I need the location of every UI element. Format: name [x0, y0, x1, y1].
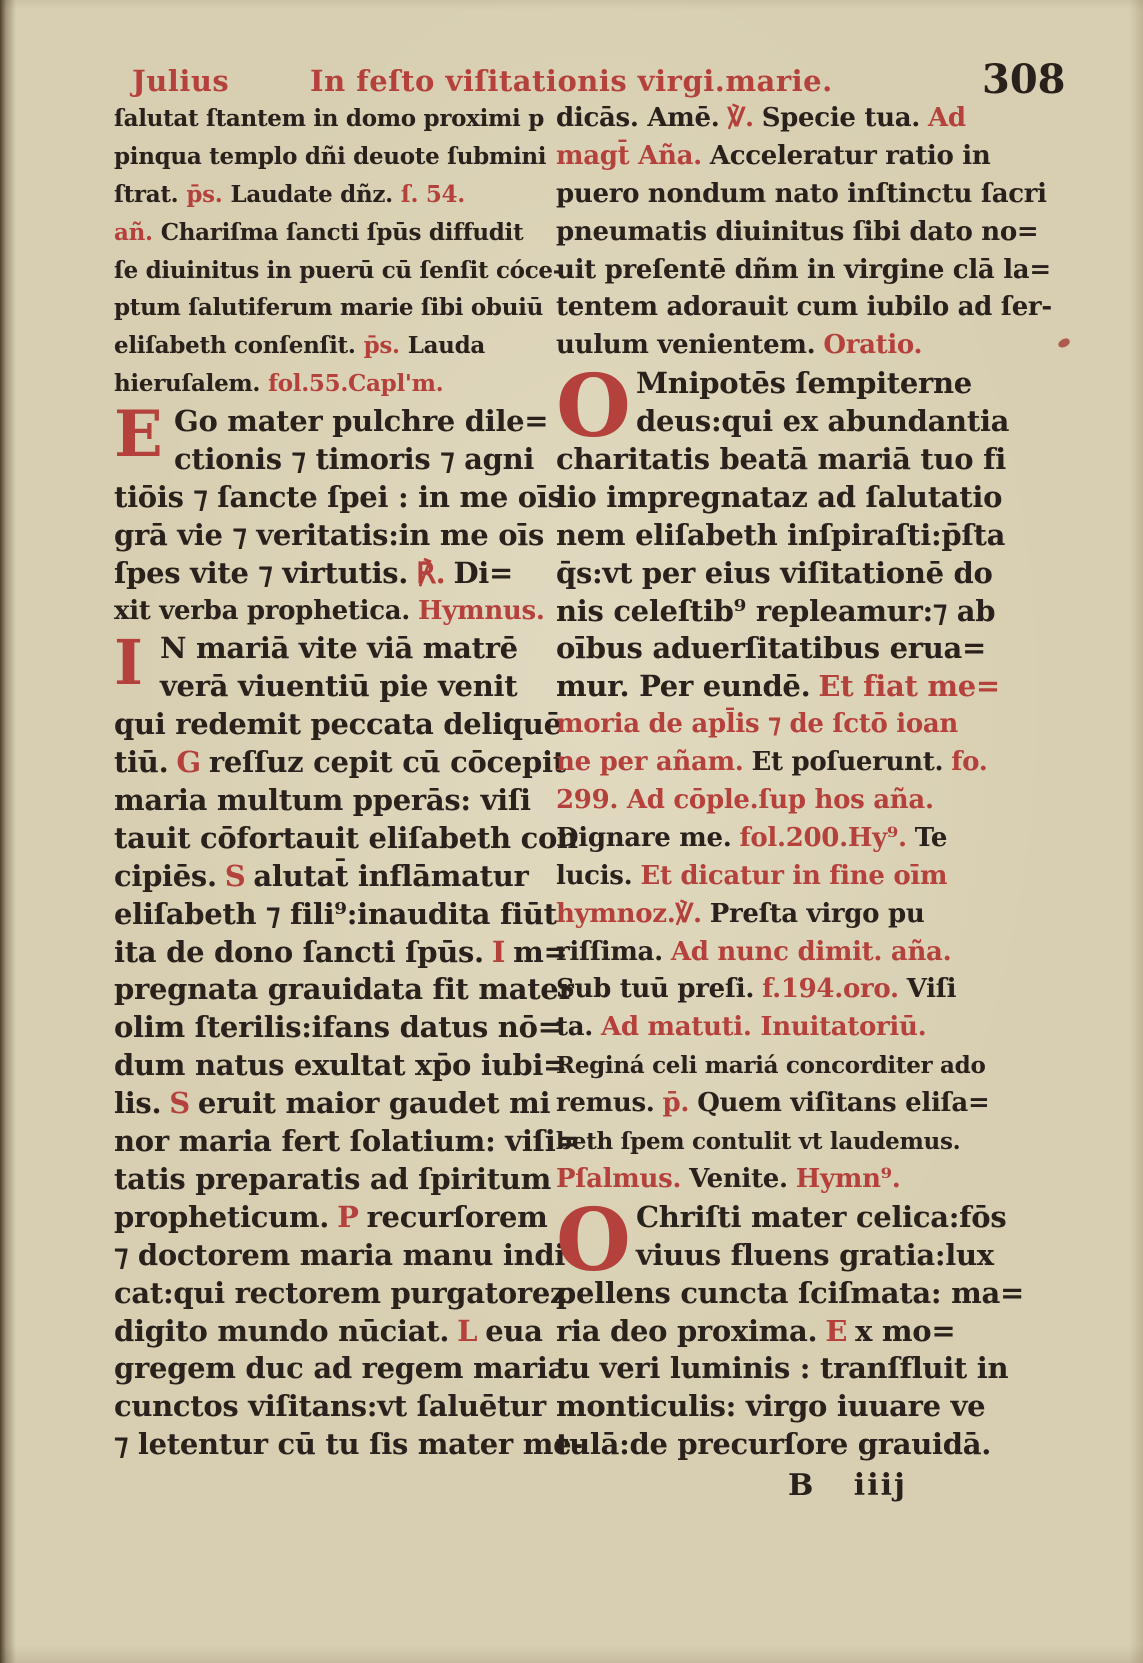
text-segment: Te	[914, 822, 948, 853]
text-segment: tauit cōfortauit eliſabeth con	[114, 820, 578, 855]
text-segment: tentem adorauit cum iubilo ad ſer-	[556, 292, 1052, 323]
text-line	[556, 706, 1031, 744]
text-segment: ſpes vite ⁊ virtutis.	[114, 555, 409, 590]
drop-cap-initial: O	[556, 1189, 631, 1291]
rubricated-text-segment: ℟.	[416, 555, 446, 590]
text-line	[114, 1313, 552, 1351]
drop-cap-initial: O	[556, 356, 631, 458]
text-line	[556, 214, 1039, 252]
text-line	[114, 820, 578, 858]
text-segment: q̄s:vt per eius viſitationē do	[556, 555, 993, 590]
text-segment: cipiēs.	[114, 858, 217, 893]
text-segment: Et poſuerunt.	[751, 747, 944, 778]
text-line	[556, 820, 1031, 858]
text-segment: Specie tua.	[761, 103, 921, 133]
text-line	[114, 593, 552, 631]
text-segment: lio impregnataz ad ſalutatio	[556, 479, 1003, 514]
text-line	[556, 744, 1031, 782]
text-line	[114, 744, 566, 782]
text-line	[114, 706, 562, 744]
text-segment: nor maria fert ſolatium: viſi=	[114, 1124, 580, 1159]
text-line	[556, 1047, 1031, 1085]
rubricated-text-segment: P	[337, 1199, 359, 1234]
text-segment: tiū.	[114, 745, 169, 780]
text-segment: Reginá celi mariá concorditer ado	[556, 1052, 986, 1080]
text-segment: eruit maior gaudet mi	[197, 1086, 551, 1121]
text-column-left	[114, 100, 583, 1464]
text-segment: ⁊ doctorem maria manu indi	[114, 1237, 566, 1272]
rubricated-text-segment: Ad matuti. Inuitatoriū.	[601, 1012, 927, 1043]
text-segment: charitatis beatā mariā tuo fi	[556, 442, 1007, 477]
text-line	[556, 934, 1031, 972]
text-line	[556, 176, 1047, 214]
text-segment: Chriſti mater celica:fōs	[636, 1199, 1007, 1234]
rubricated-text-segment: moria de apl̄is ⁊ de ſctō ioan	[556, 709, 959, 740]
text-line	[556, 100, 1031, 138]
text-segment: olim ſterilis:ifans datus nō=	[114, 1010, 562, 1045]
text-segment: Quem viſitans eliſa=	[697, 1088, 990, 1119]
text-segment: uulum venientem.	[556, 330, 816, 361]
text-line	[114, 1275, 567, 1313]
text-line	[114, 782, 552, 820]
text-line	[114, 1123, 580, 1161]
rubricated-text-segment: Hymn⁹.	[795, 1163, 901, 1194]
text-line	[556, 555, 1031, 593]
rubricated-text-segment: Ad	[928, 103, 966, 133]
text-segment: deus:qui ex abundantia	[636, 404, 1010, 439]
text-line	[114, 289, 552, 327]
text-segment: Preſta virgo pu	[709, 898, 925, 929]
text-segment: Go mater pulchre dile=	[174, 404, 549, 439]
text-segment: uit preſentē dñm in virgine clā la=	[556, 254, 1051, 285]
text-segment: ita de dono ſancti ſpūs.	[114, 934, 484, 969]
text-segment: remus.	[556, 1088, 655, 1119]
text-segment: Mnipotēs ſempiterne	[636, 366, 972, 401]
text-line	[114, 517, 552, 555]
drop-cap-initial: I	[114, 626, 143, 700]
rubricated-text-segment: f.194.oro.	[762, 974, 899, 1005]
text-segment: maria multum pperās: viſi	[114, 783, 531, 818]
text-segment: mur. Per eundē.	[556, 669, 811, 704]
rubricated-text-segment: E	[825, 1313, 848, 1348]
text-segment: dum natus exultat xp̄o iubi=	[114, 1048, 568, 1083]
rubricated-text-segment: Pſalmus.	[556, 1163, 682, 1194]
signature-mark: B iiij	[788, 1468, 907, 1503]
text-segment: tiōis ⁊ ſancte ſpei : in me oīs	[114, 479, 564, 514]
text-line	[556, 479, 1031, 517]
text-segment: ſalutat ſtantem in domo proximi p	[114, 105, 544, 132]
text-line	[556, 1237, 1031, 1275]
text-segment: eliſabeth conſenſit.	[114, 332, 356, 360]
text-segment: verā viuentiū pie venit	[160, 669, 518, 704]
text-line	[556, 138, 1031, 176]
text-line	[114, 441, 552, 479]
text-line	[556, 1313, 1031, 1351]
text-line	[114, 252, 563, 290]
text-line	[556, 1388, 1031, 1426]
text-segment: propheticum.	[114, 1199, 330, 1234]
rubricated-text-segment: ℣.	[727, 103, 754, 133]
text-line	[114, 1388, 552, 1426]
text-segment: N mariā vite viā matrē	[160, 631, 518, 666]
text-segment: Chariſma ſancti ſpūs diffudit	[160, 218, 524, 246]
text-segment: viuus fluens gratia:lux	[636, 1237, 994, 1272]
text-line	[114, 1009, 562, 1047]
text-segment: ſe diuinitus in puerū cū ſenſit cóce-	[114, 256, 563, 284]
text-segment: puero nondum nato inſtinctu ſacri	[556, 178, 1047, 209]
text-line	[114, 934, 568, 972]
text-segment: ta.	[556, 1012, 594, 1043]
text-line	[556, 593, 1031, 631]
rubricated-text-segment: S	[224, 858, 246, 893]
text-segment: Sub tuū preſi.	[556, 974, 755, 1005]
text-line	[556, 971, 1031, 1009]
text-line	[556, 668, 1031, 706]
text-line	[114, 479, 564, 517]
text-line	[114, 1085, 552, 1123]
rubricated-text-segment: p̄.	[662, 1088, 690, 1119]
text-line	[114, 176, 552, 214]
text-segment: digito mundo nūciat.	[114, 1313, 450, 1348]
text-segment: x mo=	[855, 1313, 956, 1348]
text-segment: Venite.	[689, 1163, 788, 1194]
text-segment: xit verba prophetica.	[114, 595, 411, 626]
rubricated-text-segment: Et fiat me=	[818, 669, 1000, 704]
text-line	[114, 668, 552, 706]
page-number: 308	[982, 56, 1066, 103]
text-segment: ctionis ⁊ timoris ⁊ agni	[174, 442, 535, 477]
text-segment: cat:qui rectorem purgatorez	[114, 1275, 567, 1310]
text-line	[114, 555, 552, 593]
text-segment: tatis preparatis ad ſpiritum	[114, 1161, 551, 1196]
text-segment: beth ſpem contulit vt laudemus.	[556, 1128, 961, 1156]
text-segment: nis celeſtib⁹ repleamur:⁊ ab	[556, 593, 996, 628]
text-segment: pneumatis diuinitus ſibi dato no=	[556, 216, 1039, 247]
rubricated-text-segment: G	[176, 745, 201, 780]
text-segment: hieruſalem.	[114, 370, 261, 398]
text-segment: Di=	[453, 555, 514, 590]
running-head-month: Julius	[132, 64, 230, 98]
text-line	[556, 289, 1052, 327]
text-segment: monticulis: virgo iuuare ve	[556, 1389, 986, 1424]
rubricated-text-segment: añ.	[114, 218, 153, 246]
text-segment: qui redemit peccata deliquē	[114, 707, 562, 742]
text-line	[556, 517, 1031, 555]
text-segment: nem eliſabeth inſpiraſti:p̄ſta	[556, 517, 1006, 552]
text-line	[556, 630, 1031, 668]
rubricated-text-segment: L	[457, 1313, 478, 1348]
text-line	[114, 138, 552, 176]
rubricated-text-segment: hymnoz.℣.	[556, 898, 702, 929]
text-line	[556, 441, 1031, 479]
text-line	[114, 327, 552, 365]
text-segment: Dignare me.	[556, 822, 732, 853]
text-line	[114, 214, 552, 252]
rubricated-text-segment: magt̄ Aña.	[556, 140, 702, 171]
text-line	[556, 1350, 1031, 1388]
text-segment: oībus aduerſitatibus erua=	[556, 631, 987, 666]
text-segment: lucis.	[556, 860, 633, 891]
text-segment: Laudate dñz.	[230, 180, 393, 208]
running-head-title: In feſto viſitationis virgi.marie.	[310, 64, 833, 98]
text-segment: recurſorem	[366, 1199, 548, 1234]
text-segment: pinqua templo dñi deuote ſubmini	[114, 142, 547, 170]
rubricated-text-segment: p̄s.	[363, 332, 400, 360]
text-line	[114, 1199, 552, 1237]
text-line	[556, 252, 1051, 290]
text-segment: pregnata grauidata fit mater	[114, 972, 574, 1007]
text-line	[114, 1161, 552, 1199]
text-line	[114, 858, 552, 896]
text-line	[556, 858, 1031, 896]
text-line	[114, 1426, 583, 1464]
text-line	[556, 1085, 1031, 1123]
rubricated-text-segment: Oratio.	[823, 330, 923, 361]
text-line	[114, 1237, 566, 1275]
drop-cap-initial: E	[114, 397, 163, 473]
text-segment: lis.	[114, 1086, 162, 1121]
rubricated-text-segment: p̄s.	[186, 180, 223, 208]
rubricated-text-segment: ſ. 54.	[400, 180, 465, 208]
rubricated-text-segment: S	[169, 1086, 190, 1121]
text-segment: Acceleratur ratio in	[709, 140, 991, 171]
text-line	[114, 896, 557, 934]
text-segment: tulā:de precurſore grauidā.	[556, 1427, 991, 1462]
text-segment: dicās. Amē.	[556, 103, 720, 133]
text-segment: gregem duc ad regem maria	[114, 1351, 567, 1386]
rubricated-text-segment: 299. Ad cōple.ſup hos aña.	[556, 785, 934, 816]
rubricated-text-segment: Et dicatur in fine oīm	[640, 860, 948, 891]
text-line	[556, 403, 1031, 441]
text-segment: ptum ſalutiferum marie ſibi obuiū	[114, 294, 543, 322]
text-segment: ⁊ letentur cū tu ſis mater me-	[114, 1427, 583, 1462]
text-line	[556, 896, 1031, 934]
text-segment: Lauda	[407, 332, 485, 360]
rubricated-text-segment: I	[491, 934, 506, 969]
rubricated-text-segment: Hymnus.	[418, 595, 545, 626]
text-line	[114, 1047, 568, 1085]
text-line	[114, 1350, 567, 1388]
rubricated-text-segment: Ad nunc dimit. aña.	[670, 936, 952, 967]
text-line	[114, 365, 552, 403]
text-segment: riſſima.	[556, 936, 663, 967]
rubricated-text-segment: fo.	[951, 747, 988, 778]
text-segment: pellens cuncta ſciſmata: ma=	[556, 1275, 1024, 1310]
text-segment: m=	[513, 934, 568, 969]
rubricated-text-segment: ne per añam.	[556, 747, 744, 778]
text-segment: eliſabeth ⁊ fili⁹:inaudita fiūt	[114, 896, 557, 931]
text-line	[556, 1426, 1031, 1464]
text-segment: tu veri luminis : tranſfluit in	[556, 1351, 1009, 1386]
text-segment: eua	[485, 1313, 543, 1348]
text-segment: ria deo proxima.	[556, 1313, 818, 1348]
text-segment: reſſuz cepit cū cōcepit	[208, 745, 566, 780]
text-line	[556, 1123, 1031, 1161]
text-line	[556, 1275, 1031, 1313]
rubricated-text-segment: fol.200.Hy⁹.	[739, 822, 907, 853]
text-segment: alutat̄ inflāmatur	[253, 858, 529, 893]
text-line	[556, 1009, 1031, 1047]
text-segment: cunctos viſitans:vt ſaluētur	[114, 1389, 546, 1424]
text-line	[556, 782, 1031, 820]
text-line	[114, 971, 574, 1009]
text-segment: grā vie ⁊ veritatis:in me oīs	[114, 517, 545, 552]
rubricated-text-segment: fol.55.Capl'm.	[268, 370, 444, 398]
text-segment: Viſi	[906, 974, 957, 1005]
text-segment: ſtrat.	[114, 180, 179, 208]
text-column-right	[556, 100, 1052, 1464]
text-line	[114, 100, 552, 138]
